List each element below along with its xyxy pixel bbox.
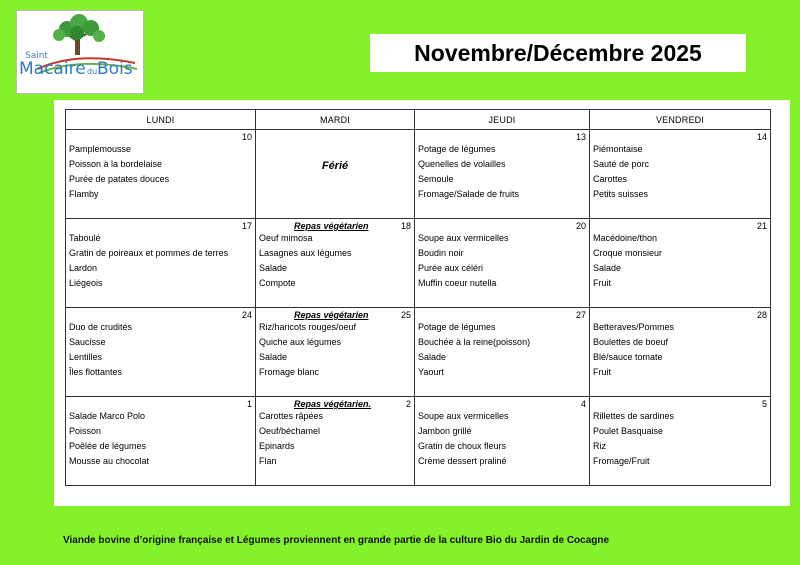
logo-text-macaire: Macaire — [19, 59, 86, 79]
day-number: 20 — [575, 221, 586, 231]
menu-item: Gratin de choux fleurs — [418, 441, 507, 451]
menu-item: Sauté de porc — [593, 159, 650, 169]
day-number: 14 — [756, 132, 767, 142]
menu-cell — [590, 130, 771, 219]
logo-text-saint: Saint — [25, 51, 48, 61]
day-number: 28 — [756, 310, 767, 320]
menu-item: Oeuf/béchamel — [259, 426, 321, 436]
vegetarian-note: Repas végétarien. — [294, 399, 372, 409]
day-number: 5 — [761, 399, 767, 409]
menu-item: Quenelles de volailles — [418, 159, 506, 169]
menu-cell — [66, 397, 256, 486]
menu-sheet — [54, 100, 790, 506]
menu-item: Poisson — [69, 426, 102, 436]
menu-item: Semoule — [418, 174, 454, 184]
menu-item: Mousse au chocolat — [69, 456, 150, 466]
menu-items — [593, 320, 674, 380]
menu-cell — [256, 130, 415, 219]
menu-item: Flamby — [69, 189, 99, 199]
menu-cell — [66, 308, 256, 397]
menu-item: Duo de crudités — [69, 322, 133, 332]
day-number: 25 — [400, 310, 411, 320]
menu-cell — [590, 397, 771, 486]
menu-item: Epinards — [259, 441, 295, 451]
menu-table — [65, 109, 771, 486]
day-number: 10 — [241, 132, 252, 142]
day-number: 1 — [246, 399, 252, 409]
menu-item: Boulettes de boeuf — [593, 337, 669, 347]
footer-note: Viande bovine d’origine française et Légumes proviennent en grande partie de la culture Bio du Jardin de Cocagne — [63, 535, 610, 546]
menu-item: Lardon — [69, 263, 98, 273]
menu-item: Potage de légumes — [418, 322, 496, 332]
menu-item: Fruit — [593, 367, 611, 377]
menu-item: Purée de patates douces — [69, 174, 170, 184]
menu-items — [69, 142, 169, 202]
menu-item: Blé/sauce tomate — [593, 352, 663, 362]
menu-item: Boudin noir — [418, 248, 464, 258]
day-number: 4 — [580, 399, 586, 409]
menu-item: Betteraves/Pommes — [593, 322, 675, 332]
menu-item: Gratin de poireaux et pommes de terres — [69, 248, 229, 258]
menu-item: Îles flottantes — [69, 367, 123, 377]
menu-item: Soupe aux vermicelles — [418, 411, 509, 421]
menu-item: Riz/haricots rouges/oeuf — [259, 322, 357, 332]
logo-text-du: du — [87, 67, 98, 76]
menu-item: Fruit — [593, 278, 611, 288]
vegetarian-note: Repas végétarien — [294, 310, 369, 320]
menu-item: Compote — [259, 278, 296, 288]
week-row — [66, 130, 771, 219]
vegetarian-note: Repas végétarien — [294, 221, 369, 231]
menu-cell — [590, 219, 771, 308]
menu-cell — [256, 308, 415, 397]
day-number: 21 — [756, 221, 767, 231]
menu-items — [418, 320, 530, 380]
week-row — [66, 219, 771, 308]
menu-item: Pamplemousse — [69, 144, 132, 154]
menu-item: Salade — [593, 263, 622, 273]
menu-items — [418, 409, 509, 469]
menu-item: Carottes — [593, 174, 628, 184]
menu-items — [69, 320, 132, 380]
day-number: 13 — [575, 132, 586, 142]
holiday-label: Férié — [321, 160, 349, 172]
menu-cell — [256, 397, 415, 486]
menu-cell — [256, 219, 415, 308]
day-header-lundi: LUNDI — [66, 110, 256, 130]
menu-item: Flan — [259, 456, 277, 466]
day-number: 27 — [575, 310, 586, 320]
menu-items — [593, 231, 662, 291]
day-header-jeudi: JEUDI — [415, 110, 590, 130]
menu-cell — [415, 308, 590, 397]
menu-items — [69, 409, 149, 469]
menu-item: Lasagnes aux légumes — [259, 248, 352, 258]
menu-cell — [415, 130, 590, 219]
menu-item: Poisson à la bordelaise — [69, 159, 163, 169]
day-number: 24 — [241, 310, 252, 320]
menu-item: Liégeois — [69, 278, 103, 288]
logo — [16, 10, 144, 94]
menu-item: Taboulé — [69, 233, 101, 243]
header-row — [66, 110, 771, 130]
menu-item: Salade — [259, 263, 288, 273]
day-number: 17 — [241, 221, 252, 231]
menu-item: Carottes râpées — [259, 411, 324, 421]
menu-item: Potage de légumes — [418, 144, 496, 154]
page-title: Novembre/Décembre 2025 — [370, 34, 746, 72]
menu-item: Muffin coeur nutella — [418, 278, 497, 288]
menu-item: Bouchée à la reine(poisson) — [418, 337, 531, 347]
menu-item: Crème dessert praliné — [418, 456, 507, 466]
day-number: 18 — [400, 221, 411, 231]
menu-cell — [590, 308, 771, 397]
menu-item: Jambon grillé — [418, 426, 472, 436]
menu-item: Fromage/Fruit — [593, 456, 650, 466]
menu-item: Soupe aux vermicelles — [418, 233, 509, 243]
menu-items — [418, 231, 509, 291]
menu-item: Piémontaise — [593, 144, 643, 154]
week-row — [66, 397, 771, 486]
menu-item: Salade — [418, 352, 447, 362]
menu-item: Petits suisses — [593, 189, 649, 199]
menu-item: Yaourt — [418, 367, 444, 377]
menu-cell — [66, 130, 256, 219]
menu-items — [418, 142, 519, 202]
menu-item: Fromage/Salade de fruits — [418, 189, 520, 199]
menu-item: Macédoine/thon — [593, 233, 658, 243]
day-number: 2 — [405, 399, 411, 409]
day-header-mardi: MARDI — [256, 110, 415, 130]
menu-item: Poulet Basquaise — [593, 426, 664, 436]
menu-item: Purée aux céléri — [418, 263, 484, 273]
day-header-vendredi: VENDREDI — [590, 110, 771, 130]
menu-item: Rillettes de sardines — [593, 411, 675, 421]
menu-items — [259, 409, 323, 469]
menu-item: Quiche aux légumes — [259, 337, 342, 347]
menu-items — [259, 320, 356, 380]
menu-items — [593, 142, 649, 202]
menu-item: Croque monsieur — [593, 248, 663, 258]
menu-cell — [415, 219, 590, 308]
menu-cell — [415, 397, 590, 486]
menu-item: Fromage blanc — [259, 367, 320, 377]
menu-items — [593, 409, 674, 469]
week-row — [66, 308, 771, 397]
menu-item: Oeuf mimosa — [259, 233, 313, 243]
menu-item: Poêlée de légumes — [69, 441, 147, 451]
menu-items — [259, 231, 352, 291]
menu-item: Salade — [259, 352, 288, 362]
menu-item: Riz — [593, 441, 606, 451]
menu-item: Saucisse — [69, 337, 106, 347]
menu-items — [69, 231, 228, 291]
menu-item: Salade Marco Polo — [69, 411, 146, 421]
menu-item: Lentilles — [69, 352, 103, 362]
logo-text-bois: Bois — [97, 59, 133, 79]
menu-cell — [66, 219, 256, 308]
